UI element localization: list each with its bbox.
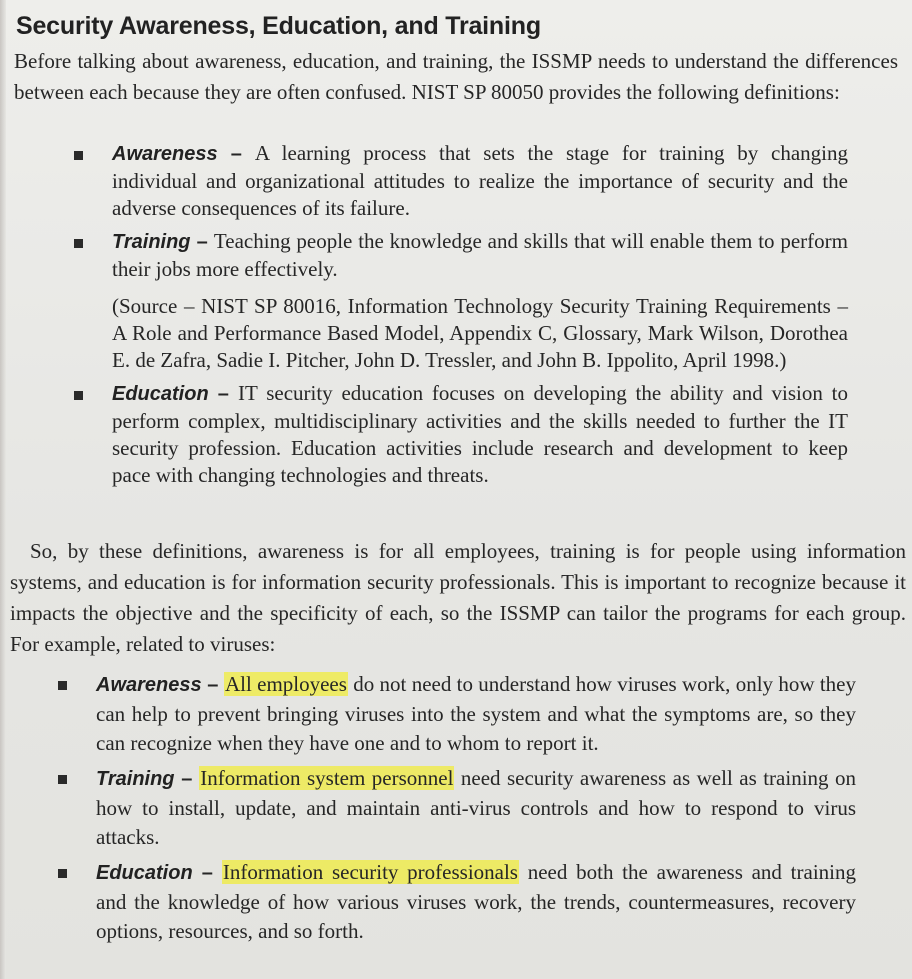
example-term: Education [96,862,193,884]
example-item-training [58,764,856,852]
bullet-square-icon [58,869,67,878]
bullet-square-icon [74,239,83,248]
page-edge [0,0,6,979]
definition-item-training [74,228,848,374]
bullet-square-icon [58,775,67,784]
definition-term: Awareness [112,143,218,165]
summary-paragraph: So, by these definitions, awareness is for all employees, training is for people using information systems, and education is for information security professionals. This is important to recognize because it impacts the objective and the specificity of each, so the ISSMP can tailor the programs for each group. For example, related to viruses: [10,539,906,656]
source-citation: (Source – NIST SP 80016, Information Technology Security Training Requirements – A Role and Performance Based Model, Appendix C, Glossary, Mark Wilson, Dorothea E. de Zafra, Sadie I. Pitcher, John D. Tressler, and John B. Ippolito, April 1998.) [112,294,848,372]
example-dash: – [192,862,222,884]
definitions-list [74,140,848,495]
example-text: do not need to understand how viruses work, only how they can help to prevent bringing viruses into the system and what the symptoms are, so they can recognize when they have one and to whom to report it. [96,672,856,755]
definition-term: Education [112,383,209,405]
definition-text: IT security education focuses on developing the ability and vision to perform complex, multidisciplinary activities and the skills needed to further the IT security profession. Education activities include research and development to keep pace with changing technologies and threats. [112,381,848,487]
definition-dash: – [208,383,238,405]
definition-dash: – [217,143,255,165]
highlighted-text: Information security professionals [222,860,518,884]
examples-list [58,670,856,952]
definition-dash: – [190,231,214,253]
definition-text: Teaching people the knowledge and skills that will enable them to perform their jobs more effectively. [112,229,848,281]
example-dash: – [201,674,224,696]
highlighted-text: Information system personnel [200,766,454,790]
example-text: need security awareness as well as training on how to install, update, and maintain anti-virus controls and how to respond to virus attacks. [96,766,856,849]
definition-item-education [74,380,848,489]
example-item-awareness [58,670,856,758]
definition-term: Training [112,231,191,253]
bullet-square-icon [58,681,67,690]
highlighted-text: All employees [224,672,347,696]
bullet-square-icon [74,391,83,400]
example-text: need both the awareness and training and the knowledge of how various viruses work, the trends, countermeasures, recovery options, resources, and so forth. [96,860,856,943]
definition-text: A learning process that sets the stage for training by changing individual and organizational attitudes to realize the importance of security and the adverse consequences of its failure. [112,141,848,220]
example-dash: – [174,768,200,790]
example-term: Awareness [96,674,202,696]
example-item-education [58,858,856,946]
bullet-square-icon [74,151,83,160]
definition-item-awareness [74,140,848,222]
example-term: Training [96,768,175,790]
section-heading: Security Awareness, Education, and Training [16,12,541,40]
intro-paragraph: Before talking about awareness, education, and training, the ISSMP needs to understand the differences between each because they are often confused. NIST SP 80050 provides the following definitions: [14,49,898,104]
